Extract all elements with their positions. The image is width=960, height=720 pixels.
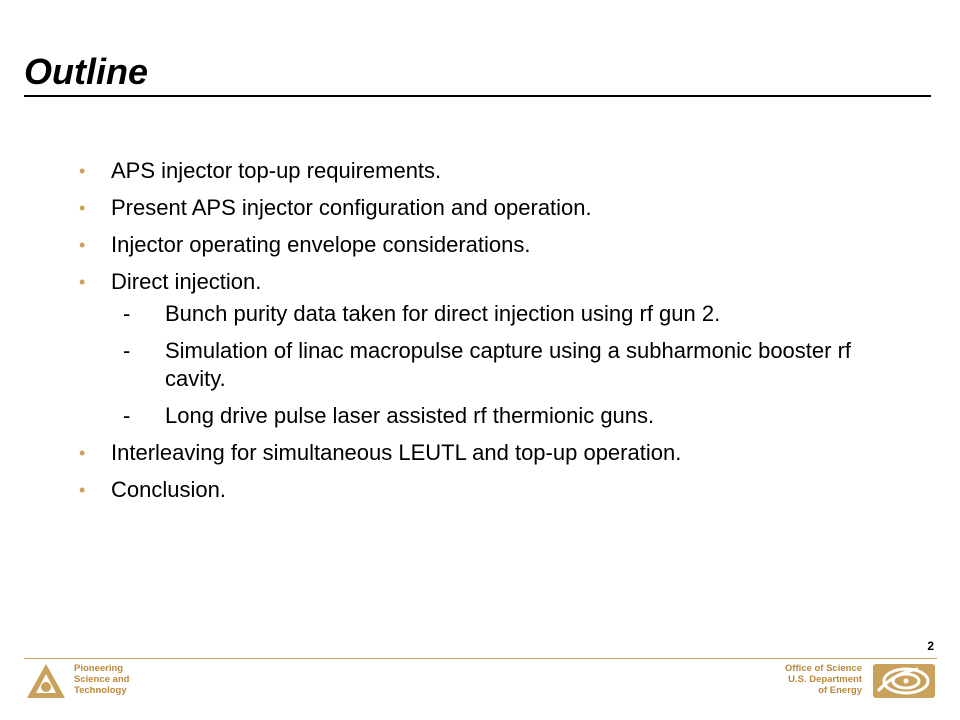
sub-item [123, 337, 875, 393]
dash-icon: - [123, 338, 131, 363]
bullet-text: APS injector top-up requirements. [111, 158, 442, 183]
bullet-item [75, 231, 875, 259]
bullet-item [75, 268, 875, 430]
sub-list [111, 300, 875, 430]
bullet-item [75, 157, 875, 185]
footer-divider [24, 658, 937, 659]
sub-item-text: Simulation of linac macropulse capture using a subharmonic booster rf cavity. [165, 338, 852, 391]
outline-list [75, 157, 875, 513]
lab-logo-icon [25, 662, 67, 700]
bullet-text: Conclusion. [111, 477, 226, 502]
footer-left-line: Pioneering [74, 663, 124, 674]
sub-item [123, 402, 875, 430]
footer-right-line: of Energy [818, 685, 862, 696]
bullet-icon: • [79, 198, 86, 218]
dash-icon: - [123, 403, 131, 428]
footer-right-text [785, 663, 862, 696]
footer-left-line: Science and [74, 674, 130, 685]
bullet-icon: • [79, 161, 86, 181]
sub-item-text: Long drive pulse laser assisted rf thermionic guns. [165, 403, 655, 428]
bullet-icon: • [79, 272, 86, 292]
bullet-icon: • [79, 235, 86, 255]
footer-left-line: Technology [74, 685, 127, 696]
dash-icon: - [123, 301, 131, 326]
footer-right-line: Office of Science [784, 663, 862, 674]
doe-logo-icon [872, 663, 936, 699]
bullet-icon: • [79, 480, 86, 500]
page-number: 2 [927, 639, 934, 653]
bullet-text: Direct injection. [111, 269, 262, 294]
sub-item [123, 300, 875, 328]
title-divider [24, 95, 931, 97]
bullet-text: Interleaving for simultaneous LEUTL and top-up operation. [111, 440, 682, 465]
bullet-icon: • [79, 443, 86, 463]
bullet-item [75, 476, 875, 504]
bullet-text: Present APS injector configuration and operation. [111, 195, 592, 220]
footer-left-text [74, 663, 129, 696]
bullet-text: Injector operating envelope considerations. [111, 232, 531, 257]
sub-item-text: Bunch purity data taken for direct injection using rf gun 2. [165, 301, 721, 326]
slide-title: Outline [24, 51, 148, 92]
bullet-item [75, 194, 875, 222]
footer-right-line: U.S. Department [788, 674, 862, 685]
bullet-item [75, 439, 875, 467]
